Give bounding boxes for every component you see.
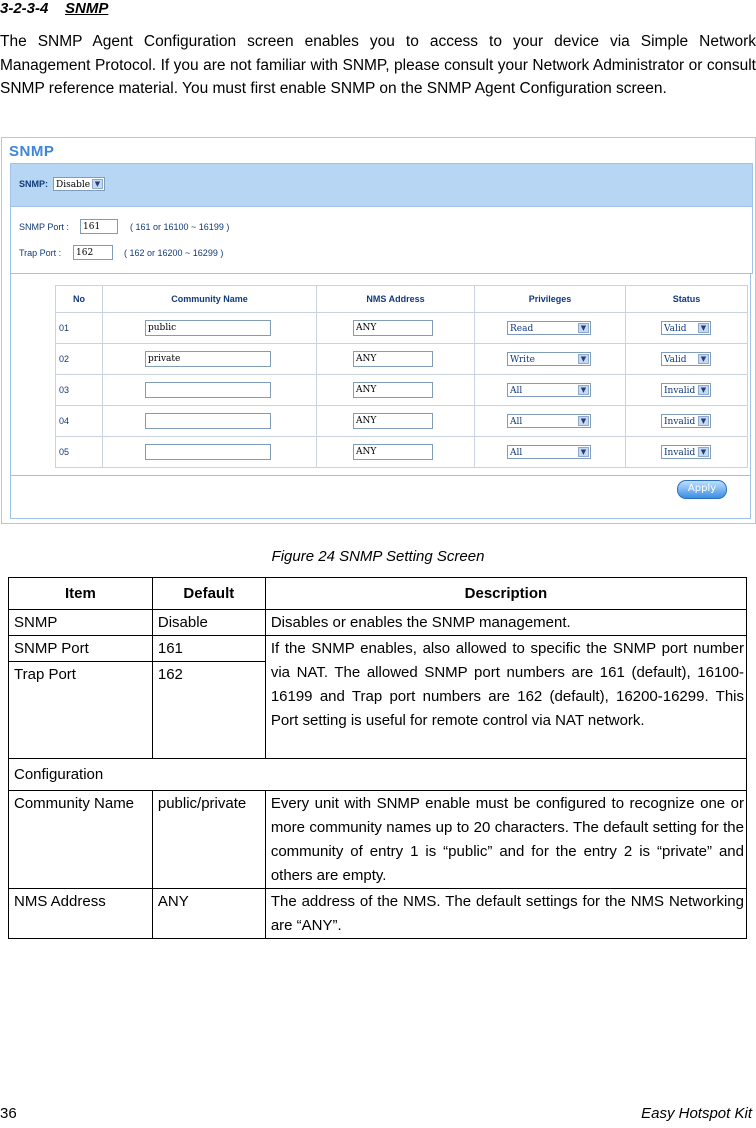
- privilege-value: Write: [510, 355, 535, 365]
- snmp-screenshot: [1, 137, 756, 524]
- snmp-port-input[interactable]: 161: [80, 219, 118, 234]
- chevron-down-icon: ▼: [698, 447, 709, 457]
- privilege-value: All: [510, 448, 523, 458]
- screen-title: SNMP: [9, 143, 55, 160]
- community-table: [55, 285, 748, 468]
- chevron-down-icon: ▼: [92, 179, 103, 189]
- privilege-select[interactable]: [507, 445, 591, 459]
- page-number: 36: [0, 1105, 17, 1122]
- snmp-port-hint: ( 161 or 16100 ~ 16199 ): [130, 222, 230, 232]
- col-no: No: [56, 286, 103, 313]
- community-input[interactable]: [145, 413, 271, 429]
- status-select[interactable]: [661, 445, 711, 459]
- col-privileges: Privileges: [475, 286, 626, 313]
- community-input[interactable]: [145, 382, 271, 398]
- row-no: 05: [56, 437, 103, 468]
- nms-input[interactable]: ANY: [353, 320, 433, 336]
- status-select[interactable]: [661, 383, 711, 397]
- section-heading: [0, 0, 108, 17]
- table-row: [9, 610, 747, 636]
- spec-item: NMS Address: [9, 889, 153, 939]
- status-value: Valid: [664, 324, 687, 334]
- status-select[interactable]: [661, 321, 711, 335]
- status-select[interactable]: [661, 414, 711, 428]
- snmp-label: SNMP:: [19, 179, 48, 189]
- community-input[interactable]: [145, 444, 271, 460]
- status-value: Invalid: [664, 448, 696, 458]
- chevron-down-icon: ▼: [698, 354, 709, 364]
- community-grid: [10, 273, 751, 519]
- status-value: Invalid: [664, 417, 696, 427]
- privilege-select[interactable]: [507, 352, 591, 366]
- nms-input[interactable]: ANY: [353, 351, 433, 367]
- privilege-value: All: [510, 386, 523, 396]
- row-no: 03: [56, 375, 103, 406]
- spec-default: 162: [152, 662, 265, 759]
- spec-table: [8, 577, 747, 939]
- section-number: 3-2-3-4: [0, 0, 49, 17]
- chevron-down-icon: ▼: [578, 323, 589, 333]
- spec-item: Community Name: [9, 791, 153, 889]
- table-row: [56, 344, 748, 375]
- privilege-value: All: [510, 417, 523, 427]
- spec-header-item: Item: [9, 578, 153, 610]
- apply-button[interactable]: Apply: [677, 480, 727, 499]
- table-row: [56, 406, 748, 437]
- col-status: Status: [626, 286, 748, 313]
- privilege-select[interactable]: [507, 383, 591, 397]
- figure-caption: Figure 24 SNMP Setting Screen: [271, 548, 485, 565]
- trap-port-label: Trap Port :: [19, 248, 62, 258]
- spec-default: Disable: [152, 610, 265, 636]
- privilege-value: Read: [510, 324, 534, 334]
- table-row: [56, 313, 748, 344]
- community-input[interactable]: private: [145, 351, 271, 367]
- chevron-down-icon: ▼: [698, 323, 709, 333]
- spec-description: Disables or enables the SNMP management.: [265, 610, 746, 636]
- spec-item: SNMP Port: [9, 636, 153, 662]
- spec-item: SNMP: [9, 610, 153, 636]
- intro-paragraph: The SNMP Agent Configuration screen enables you to access to your device via Simple Network Management Protocol. If you are not familiar with SNMP, please consult your Network Administrator or consult SNMP reference material. You must first enable SNMP on the SNMP Agent Configuration screen.: [0, 33, 756, 97]
- status-select[interactable]: [661, 352, 711, 366]
- status-value: Invalid: [664, 386, 696, 396]
- nms-input[interactable]: ANY: [353, 382, 433, 398]
- spec-header-description: Description: [265, 578, 746, 610]
- section-title: SNMP: [65, 0, 109, 17]
- table-row: [9, 889, 747, 939]
- divider: [11, 475, 750, 476]
- table-row: [9, 791, 747, 889]
- trap-port-hint: ( 162 or 16200 ~ 16299 ): [124, 248, 224, 258]
- chevron-down-icon: ▼: [578, 447, 589, 457]
- chevron-down-icon: ▼: [578, 416, 589, 426]
- snmp-select[interactable]: [53, 177, 105, 191]
- spec-header-default: Default: [152, 578, 265, 610]
- table-row: [56, 375, 748, 406]
- trap-port-input[interactable]: 162: [73, 245, 113, 260]
- product-name: Easy Hotspot Kit: [641, 1105, 752, 1122]
- nms-input[interactable]: ANY: [353, 413, 433, 429]
- privilege-select[interactable]: [507, 414, 591, 428]
- status-value: Valid: [664, 355, 687, 365]
- col-nms: NMS Address: [317, 286, 475, 313]
- spec-default: 161: [152, 636, 265, 662]
- spec-default: ANY: [152, 889, 265, 939]
- row-no: 02: [56, 344, 103, 375]
- chevron-down-icon: ▼: [578, 385, 589, 395]
- spec-description: Every unit with SNMP enable must be configured to recognize one or more community names up to 20 characters. The default setting for the community of entry 1 is “public” and for the entry 2 is “private” and others are empty.: [265, 791, 746, 889]
- spec-section-configuration: Configuration: [9, 759, 747, 791]
- chevron-down-icon: ▼: [698, 385, 709, 395]
- table-row: [56, 437, 748, 468]
- table-row: [9, 759, 747, 791]
- community-input[interactable]: public: [145, 320, 271, 336]
- row-no: 01: [56, 313, 103, 344]
- privilege-select[interactable]: [507, 321, 591, 335]
- spec-item: Trap Port: [9, 662, 153, 759]
- spec-default: public/private: [152, 791, 265, 889]
- nms-input[interactable]: ANY: [353, 444, 433, 460]
- row-no: 04: [56, 406, 103, 437]
- col-community: Community Name: [103, 286, 317, 313]
- spec-description: If the SNMP enables, also allowed to specific the SNMP port number via NAT. The allowed SNMP port numbers are 161 (default), 16100-16199 and Trap port numbers are 162 (default), 16200-16299. This Port setting is useful for remote control via NAT network.: [265, 636, 746, 759]
- snmp-enable-bar: [10, 163, 753, 207]
- snmp-select-value: Disable: [56, 180, 91, 190]
- snmp-port-label: SNMP Port :: [19, 222, 69, 232]
- port-settings: [10, 205, 753, 274]
- chevron-down-icon: ▼: [578, 354, 589, 364]
- table-row: [9, 636, 747, 662]
- spec-description: The address of the NMS. The default settings for the NMS Networking are “ANY”.: [265, 889, 746, 939]
- chevron-down-icon: ▼: [698, 416, 709, 426]
